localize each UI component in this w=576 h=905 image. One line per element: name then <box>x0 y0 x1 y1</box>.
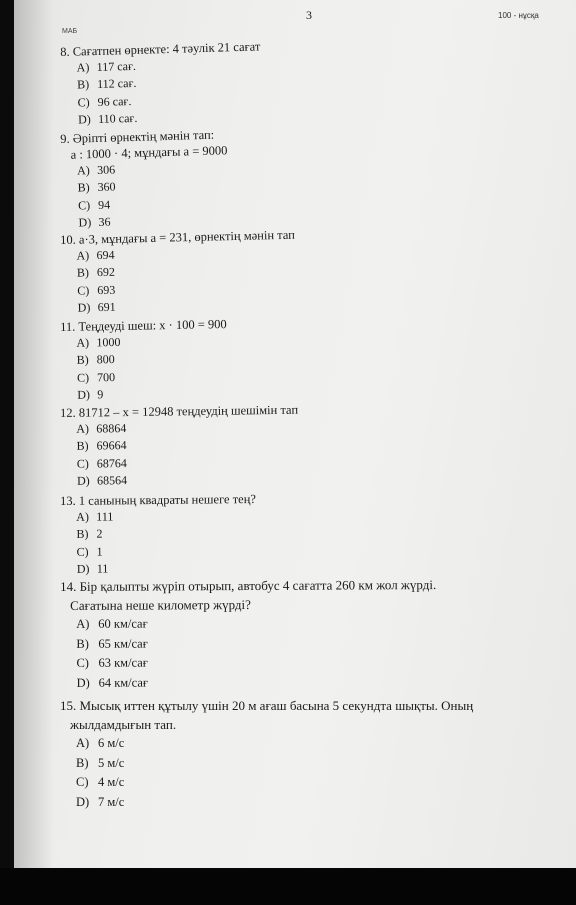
answer-option[interactable]: C) 63 км/сағ <box>76 655 148 670</box>
variant-label: 100 - нұсқа <box>498 11 539 20</box>
answer-option[interactable]: B) 69664 <box>76 438 127 454</box>
page-shadow <box>14 0 54 868</box>
answer-option[interactable]: D) 9 <box>77 387 104 402</box>
answer-option[interactable]: B) 5 м/с <box>76 755 125 770</box>
test-sheet <box>14 0 576 868</box>
answer-option[interactable]: B) 360 <box>77 179 116 195</box>
answer-option[interactable]: D) 64 км/сағ <box>76 675 149 690</box>
answer-option[interactable]: A) 60 км/сағ <box>76 616 148 631</box>
answer-option[interactable]: C) 700 <box>76 369 116 385</box>
answer-options <box>60 734 473 812</box>
bottom-black-bar <box>0 868 576 905</box>
question-stem: 8. Сағатпен өрнекте: 4 тәулік 21 сағат <box>60 39 261 59</box>
question-stem: 9. Әріпті өрнектің мәнін тап: <box>60 127 215 146</box>
question-9 <box>60 126 230 232</box>
answer-option[interactable]: A) 1000 <box>76 334 121 350</box>
question-stem: 11. Теңдеуді шеш: x · 100 = 900 <box>60 317 227 334</box>
answer-option[interactable]: B) 800 <box>76 352 115 368</box>
answer-option[interactable]: B) 112 сағ. <box>76 76 137 92</box>
question-10 <box>60 227 297 317</box>
question-11 <box>60 316 228 404</box>
answer-option[interactable]: D) 68564 <box>76 472 128 488</box>
answer-option[interactable]: C) 4 м/с <box>76 775 125 789</box>
answer-option[interactable]: C) 96 сағ. <box>77 93 132 110</box>
answer-option[interactable]: A) 111 <box>76 509 114 524</box>
question-expression: a : 1000 · 4; мұндағы a = 9000 <box>70 143 228 162</box>
question-stem: 14. Бір қалыпты жүріп отырып, автобус 4 сағатта 260 км жол жүрді. <box>60 577 437 594</box>
answer-option[interactable]: A) 6 м/с <box>76 736 125 750</box>
answer-option[interactable]: A) 117 сағ. <box>76 58 137 75</box>
page-number: 3 <box>306 8 312 22</box>
question-14 <box>60 575 437 693</box>
answer-option[interactable]: C) 1 <box>76 544 103 559</box>
question-stem: 12. 81712 – x = 12948 теңдеудің шешімін тап <box>60 402 299 420</box>
answer-options <box>60 507 257 578</box>
answer-options <box>60 613 437 693</box>
answer-option[interactable]: A) 694 <box>76 247 115 263</box>
answer-option[interactable]: C) 94 <box>77 197 111 213</box>
answer-options <box>60 243 296 317</box>
answer-option[interactable]: C) 693 <box>77 282 116 298</box>
question-stem-continued: жылдамдығын тап. <box>70 717 177 732</box>
question-15 <box>60 696 473 812</box>
answer-option[interactable]: B) 65 км/сағ <box>76 636 148 651</box>
answer-options <box>60 332 228 404</box>
answer-option[interactable]: A) 68864 <box>76 421 127 436</box>
question-8 <box>60 38 263 129</box>
answer-option[interactable]: A) 306 <box>76 162 116 178</box>
question-12 <box>60 402 299 491</box>
question-stem: 10. a·3, мұндағы a = 231, өрнектің мәнін тап <box>60 227 296 247</box>
answer-options <box>60 54 262 129</box>
question-stem: 15. Мысық иттен құтылу үшін 20 м ағаш басына 5 секундта шықты. Оның <box>60 698 474 713</box>
answer-option[interactable]: B) 2 <box>76 526 103 542</box>
corner-mark: МАБ <box>62 28 78 35</box>
answer-options <box>60 418 299 491</box>
answer-option[interactable]: D) 36 <box>78 214 111 230</box>
answer-options <box>61 158 230 232</box>
question-stem: 13. 1 санының квадраты нешеге тең? <box>60 491 256 508</box>
answer-option[interactable]: C) 68764 <box>76 455 127 471</box>
answer-option[interactable]: D) 11 <box>76 561 109 576</box>
question-stem-continued: Сағатына неше километр жүрді? <box>70 597 251 613</box>
answer-option[interactable]: B) 692 <box>76 265 116 280</box>
question-13 <box>60 491 257 578</box>
answer-option[interactable]: D) 691 <box>77 299 116 315</box>
answer-option[interactable]: D) 7 м/с <box>76 794 125 809</box>
answer-option[interactable]: D) 110 сағ. <box>77 110 138 127</box>
